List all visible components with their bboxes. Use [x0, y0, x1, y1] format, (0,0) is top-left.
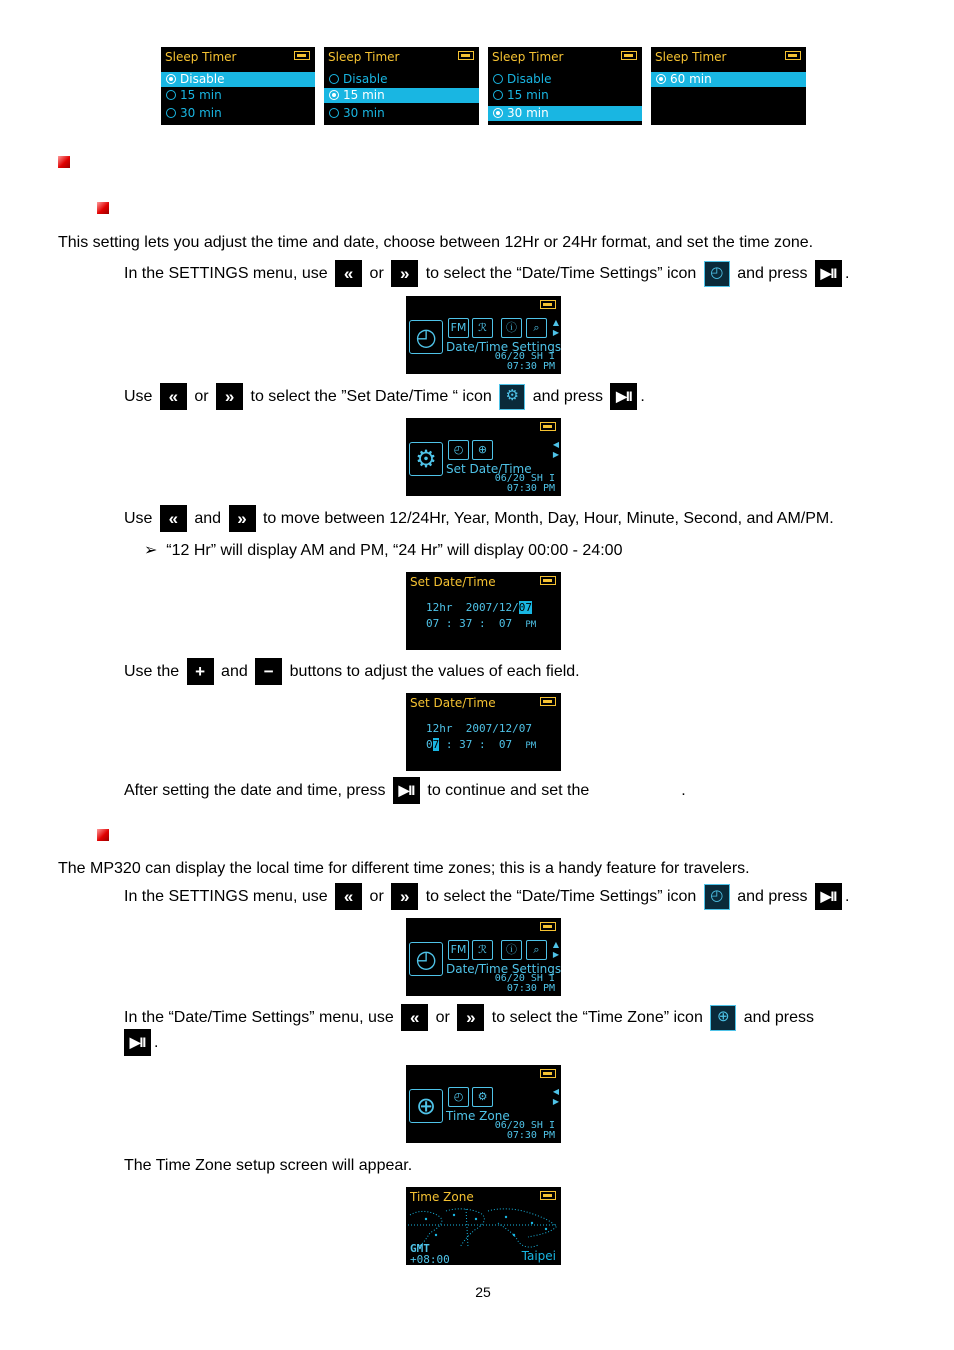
option-30-min: 30 min: [324, 106, 479, 121]
screen-title: Sleep Timer: [492, 50, 564, 64]
screen-title: Sleep Timer: [328, 50, 400, 64]
next-button-icon: »: [457, 1004, 484, 1031]
menu-label: Set Date/Time: [446, 462, 532, 476]
info-icon: ⓘ: [501, 318, 522, 338]
radio-icon: [166, 108, 176, 118]
radio-icon: [656, 74, 666, 84]
battery-icon: [294, 51, 310, 60]
radio-icon: [329, 74, 339, 84]
scroll-arrows-icon: ◀ ▶: [552, 1087, 559, 1106]
step-8: The Time Zone setup screen will appear.: [124, 1157, 413, 1174]
play-pause-button-icon: ▶II: [610, 383, 637, 410]
previous-button-icon: «: [160, 505, 187, 532]
previous-button-icon: «: [401, 1004, 428, 1031]
previous-button-icon: «: [335, 260, 362, 287]
subsection-bullet: [97, 829, 109, 841]
time-zone-icon: ⊕: [409, 1089, 443, 1123]
scroll-arrows-icon: ◀ ▶: [552, 440, 559, 459]
next-button-icon: »: [216, 383, 243, 410]
battery-icon: [621, 51, 637, 60]
rec-icon: ℛ: [472, 318, 493, 338]
radio-icon: [493, 74, 503, 84]
next-button-icon: »: [391, 260, 418, 287]
battery-icon: [540, 300, 556, 309]
step-5: After setting the date and time, press ▶II to continue and set the .: [124, 776, 686, 806]
battery-icon: [540, 1191, 556, 1200]
date-row: 12hr 2007/12/07: [426, 722, 532, 735]
previous-button-icon: «: [335, 883, 362, 910]
time-zone-icon: ⊕: [472, 440, 493, 460]
step-3: Use « and » to move between 12/24Hr, Year, Month, Day, Hour, Minute, Second, and AM/PM.: [124, 504, 834, 534]
next-button-icon: »: [391, 883, 418, 910]
time-row: 07 : 37 : 07 PM: [426, 738, 537, 751]
date-time-settings-menu-screen: [406, 918, 561, 996]
screen-title: Set Date/Time: [410, 575, 496, 589]
time-row: 07 : 37 : 07 PM: [426, 617, 537, 630]
step-4: Use the + and − buttons to adjust the values of each field.: [124, 657, 580, 687]
time-zone-menu-screen: [406, 1065, 561, 1143]
sleep-timer-screen-3: [488, 47, 642, 125]
search-icon: ⌕: [526, 318, 547, 338]
step-6: In the SETTINGS menu, use « or » to select the “Date/Time Settings” icon ◴ and press ▶II .: [124, 882, 849, 912]
sleep-timer-screen-1: [161, 47, 315, 125]
date-time-readout: 06/20 SH I 07:30 PM: [494, 973, 555, 994]
date-time-readout: 06/20 SH I 07:30 PM: [494, 1120, 555, 1141]
sleep-timer-screen-4: [651, 47, 806, 125]
scroll-arrows-icon: ▲ ▶: [552, 940, 559, 959]
play-pause-button-icon: ▶II: [815, 260, 842, 287]
option-15-min: 15 min: [488, 88, 642, 103]
page-number: 25: [475, 1284, 491, 1300]
battery-icon: [540, 922, 556, 931]
battery-icon: [540, 1069, 556, 1078]
note-bullet-text: ➢ “12 Hr” will display AM and PM, “24 Hr” will display 00:00 - 24:00: [144, 542, 623, 559]
screen-title: Time Zone: [410, 1190, 474, 1204]
battery-icon: [540, 422, 556, 431]
battery-icon: [540, 697, 556, 706]
option-15-min: 15 min: [161, 88, 315, 103]
step-1: In the SETTINGS menu, use « or » to select the “Date/Time Settings” icon ◴ and press ▶II .: [124, 259, 849, 289]
clock-icon: ◴: [409, 320, 443, 354]
screen-title: Sleep Timer: [165, 50, 237, 64]
radio-icon: [493, 108, 503, 118]
clock-icon: ◴: [704, 884, 730, 910]
option-disable: Disable: [324, 72, 479, 87]
clock-icon: ◴: [704, 261, 730, 287]
option-60-min: 60 min: [651, 72, 806, 87]
next-button-icon: »: [229, 505, 256, 532]
menu-label: Date/Time Settings: [446, 962, 561, 976]
search-icon: ⌕: [526, 940, 547, 960]
step-2: Use « or » to select the ”Set Date/Time “ icon ⚙ and press ▶II .: [124, 382, 645, 412]
screen-title: Sleep Timer: [655, 50, 727, 64]
intro-text: This setting lets you adjust the time and date, choose between 12Hr or 24Hr format, and set the time zone.: [58, 234, 814, 251]
gmt-offset: +08:00: [410, 1253, 450, 1265]
option-30-min: 30 min: [161, 106, 315, 121]
battery-icon: [540, 576, 556, 585]
screen-title: Set Date/Time: [410, 696, 496, 710]
sleep-timer-screen-2: [324, 47, 479, 125]
date-time-readout: 06/20 SH I 07:30 PM: [494, 351, 555, 372]
clock-icon: ◴: [409, 942, 443, 976]
arrow-bullet-icon: ➢: [144, 542, 158, 559]
clock-icon: ◴: [448, 440, 469, 460]
time-zone-intro-text: The MP320 can display the local time for different time zones; this is a handy feature for travelers.: [58, 860, 750, 877]
set-date-time-menu-screen: [406, 418, 561, 496]
previous-button-icon: «: [160, 383, 187, 410]
battery-icon: [785, 51, 801, 60]
fm-icon: FM: [448, 940, 469, 960]
option-15-min: 15 min: [324, 88, 479, 103]
play-pause-button-icon: ▶II: [124, 1029, 151, 1056]
play-pause-button-icon: ▶II: [815, 883, 842, 910]
city-label: Taipei: [521, 1249, 556, 1263]
clock-icon: ◴: [448, 1087, 469, 1107]
radio-icon: [166, 74, 176, 84]
scroll-arrows-icon: ▲ ▶: [552, 318, 559, 337]
menu-label: Date/Time Settings: [446, 340, 561, 354]
plus-button-icon: +: [187, 658, 214, 685]
radio-icon: [329, 108, 339, 118]
step-7: In the “Date/Time Settings” menu, use « or » to select the “Time Zone” icon ⊕ and press: [124, 1003, 904, 1033]
menu-label: Time Zone: [446, 1109, 510, 1123]
time-zone-icon: ⊕: [710, 1005, 736, 1031]
fm-icon: FM: [448, 318, 469, 338]
set-date-time-icon: ⚙: [499, 384, 525, 410]
set-date-time-screen-day: [406, 572, 561, 650]
section-bullet: [58, 156, 70, 168]
set-date-time-screen-hour: [406, 693, 561, 771]
set-date-time-icon: ⚙: [409, 442, 443, 476]
date-time-readout: 06/20 SH I 07:30 PM: [494, 473, 555, 494]
battery-icon: [458, 51, 474, 60]
option-disable: Disable: [488, 72, 642, 87]
gmt-label: GMT: [410, 1242, 430, 1255]
set-date-time-icon: ⚙: [472, 1087, 493, 1107]
minus-button-icon: −: [255, 658, 282, 685]
radio-icon: [493, 90, 503, 100]
play-pause-button-icon: ▶II: [393, 777, 420, 804]
date-time-settings-menu-screen: [406, 296, 561, 374]
option-disable: Disable: [161, 72, 315, 87]
rec-icon: ℛ: [472, 940, 493, 960]
option-30-min: 30 min: [488, 106, 642, 121]
radio-icon: [329, 90, 339, 100]
info-icon: ⓘ: [501, 940, 522, 960]
date-row: 12hr 2007/12/07: [426, 601, 532, 614]
step-7-continued: ▶II .: [121, 1028, 158, 1058]
subsection-bullet: [97, 202, 109, 214]
time-zone-screen: [406, 1187, 561, 1265]
radio-icon: [166, 90, 176, 100]
